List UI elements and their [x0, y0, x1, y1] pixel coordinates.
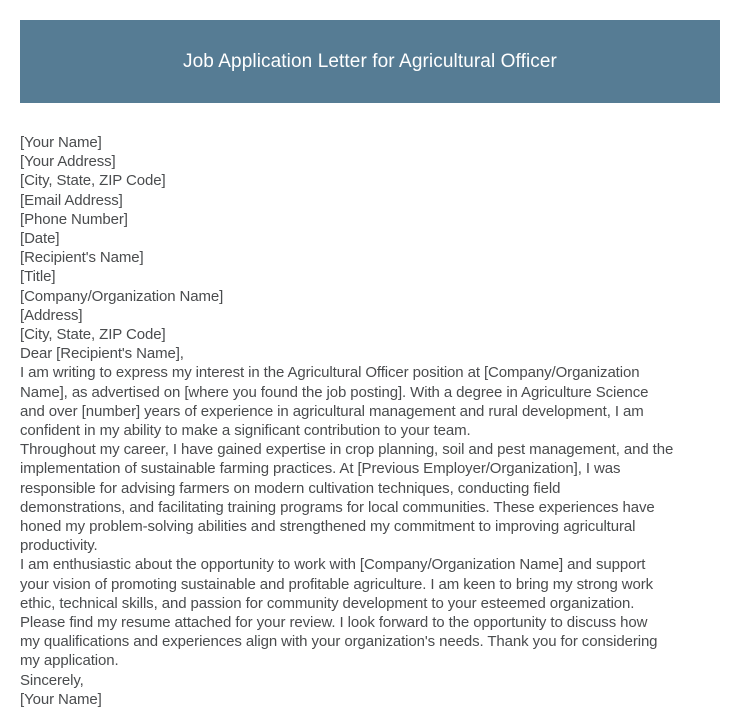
sender-city-line: [City, State, ZIP Code] — [20, 172, 166, 190]
sender-phone-line: [Phone Number] — [20, 210, 128, 228]
page-title: Job Application Letter for Agricultural Officer — [183, 50, 557, 72]
salutation-line: Dear [Recipient's Name], — [20, 345, 184, 363]
paragraph-line: Name], as advertised on [where you found the job posting]. With a degree in Agriculture Science — [20, 383, 649, 401]
paragraph-line: I am writing to express my interest in the Agricultural Officer position at [Company/Organization — [20, 364, 640, 382]
paragraph-line: I am enthusiastic about the opportunity to work with [Company/Organization Name] and support — [20, 556, 646, 574]
paragraph-line: implementation of sustainable farming practices. At [Previous Employer/Organization], I was — [20, 460, 621, 478]
sender-name-line: [Your Name] — [20, 134, 102, 151]
paragraph-line: demonstrations, and facilitating training programs for local communities. These experiences have — [20, 498, 655, 516]
letter-body — [20, 133, 720, 709]
recipient-title-line: [Title] — [20, 268, 56, 286]
paragraph-line: my qualifications and experiences align with your organization's needs. Thank you for considering — [20, 633, 658, 651]
sender-email-line: [Email Address] — [20, 191, 123, 209]
recipient-name-line: [Recipient's Name] — [20, 249, 144, 267]
signature-line: [Your Name] — [20, 690, 102, 708]
paragraph-line: your vision of promoting sustainable and profitable agriculture. I am keen to bring my strong work — [20, 575, 654, 593]
sender-address-line: [Your Address] — [20, 153, 116, 171]
paragraph-line: ethic, technical skills, and passion for community development to your esteemed organization. — [20, 594, 635, 612]
paragraph-line: my application. — [20, 652, 119, 670]
paragraph-line: confident in my ability to make a significant contribution to your team. — [20, 422, 471, 440]
recipient-company-line: [Company/Organization Name] — [20, 287, 224, 305]
paragraph-line: honed my problem-solving abilities and strengthened my commitment to improving agricultural — [20, 518, 636, 536]
paragraph-line: and over [number] years of experience in agricultural management and rural development, I am — [20, 402, 644, 420]
recipient-address-line: [Address] — [20, 306, 83, 324]
date-line: [Date] — [20, 230, 60, 248]
title-banner — [20, 20, 720, 103]
closing-line: Sincerely, — [20, 671, 84, 689]
paragraph-line: Throughout my career, I have gained expertise in crop planning, soil and pest management, and the — [20, 441, 674, 459]
recipient-city-line: [City, State, ZIP Code] — [20, 326, 166, 344]
paragraph-line: responsible for advising farmers on modern cultivation techniques, conducting field — [20, 479, 561, 497]
paragraph-line: Please find my resume attached for your review. I look forward to the opportunity to discuss how — [20, 614, 648, 632]
paragraph-line: productivity. — [20, 537, 98, 555]
